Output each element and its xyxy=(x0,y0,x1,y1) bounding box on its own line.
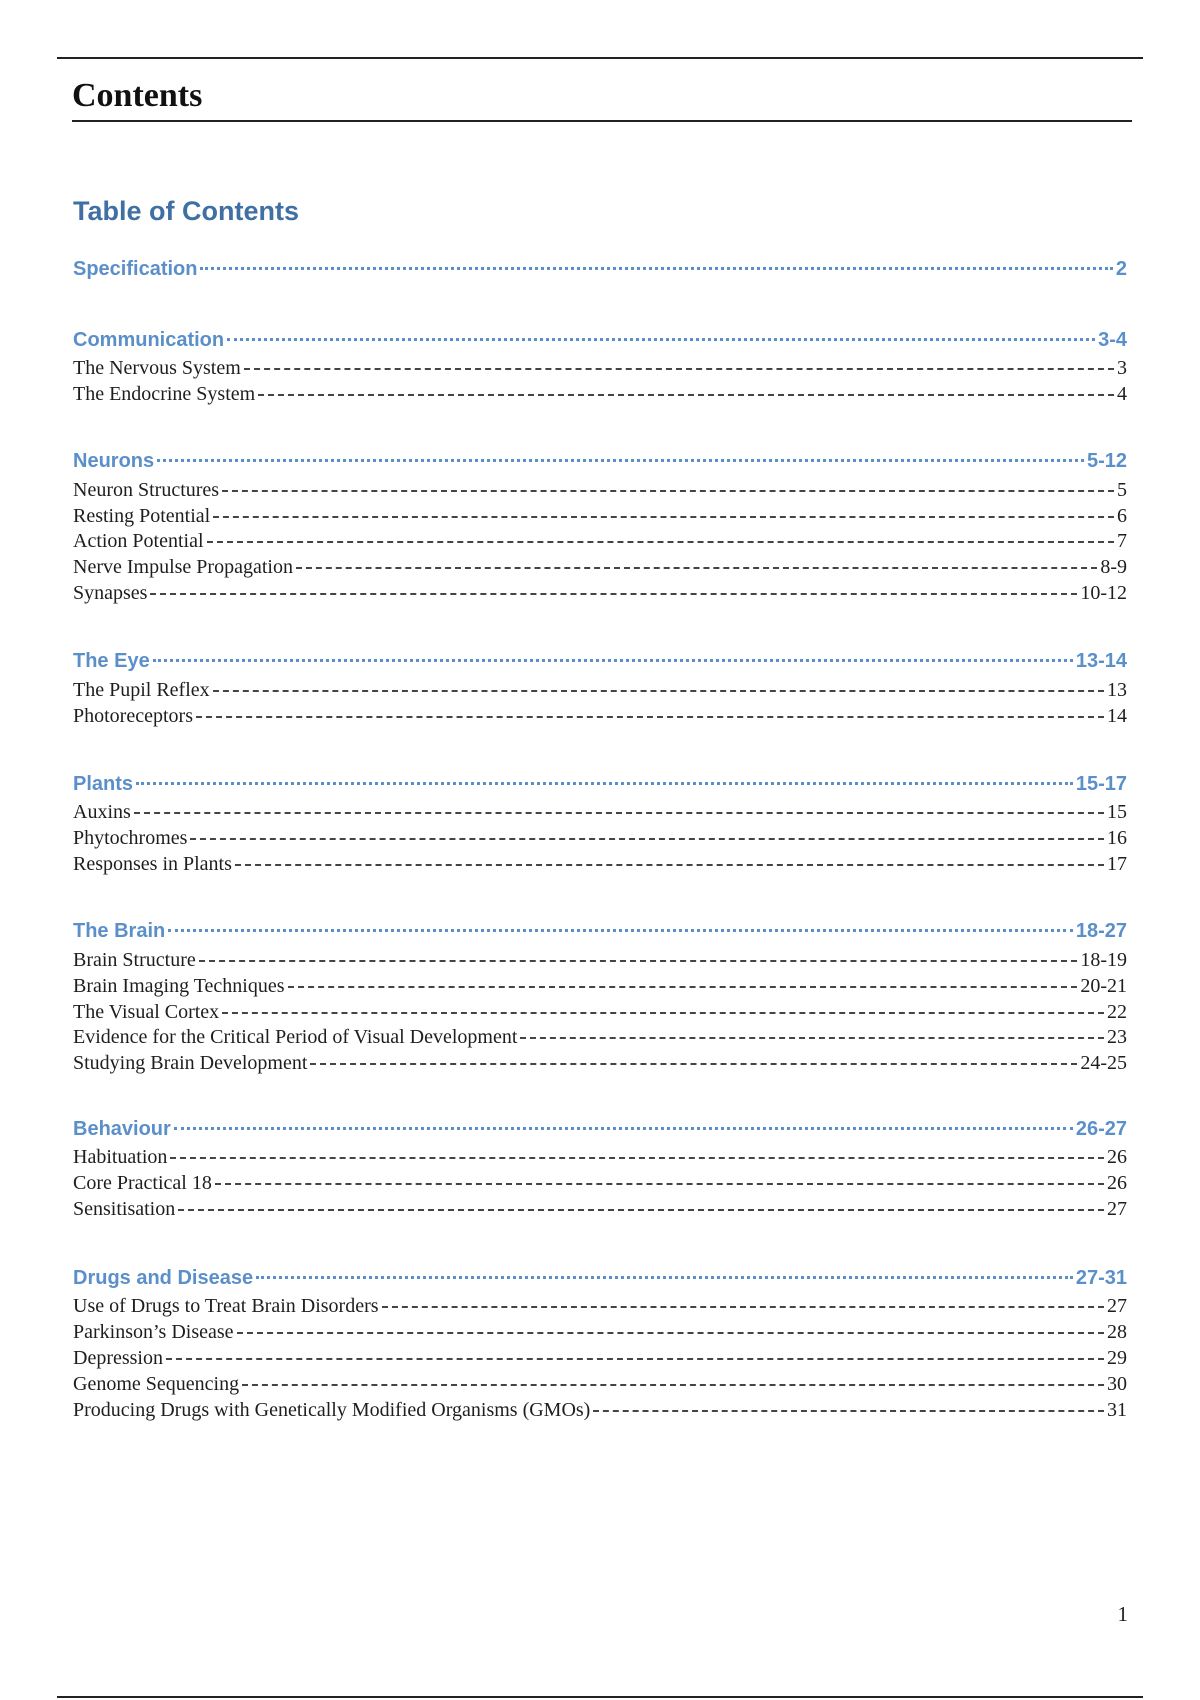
toc-item[interactable] xyxy=(73,1172,1127,1198)
page-heading: Contents xyxy=(72,72,1132,122)
toc-item-page: 14 xyxy=(1107,705,1127,727)
toc-section-the-brain[interactable] xyxy=(73,920,1127,948)
toc-item-page: 6 xyxy=(1117,505,1127,527)
toc-section-specification[interactable] xyxy=(73,258,1127,286)
toc-section-pages: 2 xyxy=(1115,258,1127,280)
toc-item-page: 24-25 xyxy=(1080,1052,1127,1074)
dash-leader xyxy=(170,1157,1104,1159)
toc-section-pages: 5-12 xyxy=(1086,450,1127,472)
toc-item[interactable] xyxy=(73,949,1127,975)
toc-item-label: Synapses xyxy=(73,582,148,604)
toc-item[interactable] xyxy=(73,530,1127,556)
toc-item[interactable] xyxy=(73,505,1127,531)
dash-leader xyxy=(235,864,1104,866)
dash-leader xyxy=(190,838,1104,840)
toc-item-label: Neuron Structures xyxy=(73,479,220,501)
dash-leader xyxy=(134,812,1104,814)
toc-item-label: Action Potential xyxy=(73,530,204,552)
toc-section-title: The Brain xyxy=(73,920,166,942)
toc-item-page: 16 xyxy=(1107,827,1127,849)
toc-item[interactable] xyxy=(73,479,1127,505)
dash-leader xyxy=(213,516,1114,518)
dash-leader xyxy=(242,1384,1104,1386)
toc-item-page: 7 xyxy=(1117,530,1127,552)
dash-leader xyxy=(199,960,1078,962)
toc-section-title: Plants xyxy=(73,773,134,795)
dash-leader xyxy=(222,1012,1104,1014)
toc-section-title: Behaviour xyxy=(73,1118,171,1140)
toc-item-label: Core Practical 18 xyxy=(73,1172,212,1194)
toc-item[interactable] xyxy=(73,582,1127,608)
dot-leader xyxy=(174,1127,1073,1130)
toc-item[interactable] xyxy=(73,853,1127,879)
toc-item-page: 27 xyxy=(1107,1295,1127,1317)
toc-item-page: 15 xyxy=(1107,801,1127,823)
toc-item[interactable] xyxy=(73,1347,1127,1373)
toc-item-label: Habituation xyxy=(73,1146,168,1168)
toc-item[interactable] xyxy=(73,1198,1127,1224)
toc-section-the-eye[interactable] xyxy=(73,650,1127,678)
toc-item-page: 29 xyxy=(1107,1347,1127,1369)
toc-item[interactable] xyxy=(73,1001,1127,1027)
toc-item[interactable] xyxy=(73,1052,1127,1078)
toc-section-plants[interactable] xyxy=(73,773,1127,801)
toc-section-pages: 27-31 xyxy=(1075,1267,1127,1289)
toc-item-page: 5 xyxy=(1117,479,1127,501)
toc-item[interactable] xyxy=(73,556,1127,582)
toc-item-page: 18-19 xyxy=(1080,949,1127,971)
toc-item[interactable] xyxy=(73,801,1127,827)
table-of-contents xyxy=(73,0,1127,1700)
toc-item-label: The Visual Cortex xyxy=(73,1001,220,1023)
dash-leader xyxy=(288,986,1078,988)
toc-item-label: Brain Imaging Techniques xyxy=(73,975,285,997)
toc-item-label: Photoreceptors xyxy=(73,705,193,727)
dash-leader xyxy=(222,490,1114,492)
toc-item[interactable] xyxy=(73,1295,1127,1321)
dash-leader xyxy=(593,1410,1104,1412)
toc-item-page: 30 xyxy=(1107,1373,1127,1395)
toc-item[interactable] xyxy=(73,357,1127,383)
dash-leader xyxy=(237,1332,1104,1334)
toc-item[interactable] xyxy=(73,383,1127,409)
dot-leader xyxy=(168,929,1073,932)
toc-item-label: Parkinson’s Disease xyxy=(73,1321,234,1343)
toc-item-page: 26 xyxy=(1107,1172,1127,1194)
dash-leader xyxy=(382,1306,1104,1308)
toc-item-label: Auxins xyxy=(73,801,131,823)
toc-item-page: 10-12 xyxy=(1080,582,1127,604)
toc-item-page: 23 xyxy=(1107,1026,1127,1048)
toc-section-drugs-and-disease[interactable] xyxy=(73,1267,1127,1295)
toc-item-label: The Nervous System xyxy=(73,357,241,379)
toc-item-page: 8-9 xyxy=(1100,556,1127,578)
toc-section-behaviour[interactable] xyxy=(73,1118,1127,1146)
toc-item-label: Evidence for the Critical Period of Visual Development xyxy=(73,1026,518,1048)
toc-item[interactable] xyxy=(73,705,1127,731)
toc-item-label: Brain Structure xyxy=(73,949,196,971)
toc-section-title: Specification xyxy=(73,258,198,280)
toc-item-page: 4 xyxy=(1117,383,1127,405)
toc-item-label: Producing Drugs with Genetically Modified Organisms (GMOs) xyxy=(73,1399,591,1421)
toc-item[interactable] xyxy=(73,827,1127,853)
toc-item-page: 20-21 xyxy=(1080,975,1127,997)
dot-leader xyxy=(136,782,1073,785)
toc-item-label: Depression xyxy=(73,1347,163,1369)
dash-leader xyxy=(296,567,1097,569)
toc-title: Table of Contents xyxy=(73,196,299,226)
toc-item-label: Resting Potential xyxy=(73,505,211,527)
toc-item-label: Sensitisation xyxy=(73,1198,176,1220)
toc-item-label: Phytochromes xyxy=(73,827,188,849)
toc-section-pages: 15-17 xyxy=(1075,773,1127,795)
dash-leader xyxy=(310,1063,1077,1065)
dash-leader xyxy=(178,1209,1104,1211)
toc-section-title: Communication xyxy=(73,329,225,351)
toc-item[interactable] xyxy=(73,679,1127,705)
toc-item[interactable] xyxy=(73,1321,1127,1347)
dash-leader xyxy=(150,593,1077,595)
toc-item[interactable] xyxy=(73,1399,1127,1425)
toc-section-title: Neurons xyxy=(73,450,155,472)
toc-item-label: Nerve Impulse Propagation xyxy=(73,556,293,578)
toc-item-label: The Endocrine System xyxy=(73,383,256,405)
toc-section-title: Drugs and Disease xyxy=(73,1267,254,1289)
toc-item-label: Responses in Plants xyxy=(73,853,232,875)
toc-item-page: 28 xyxy=(1107,1321,1127,1343)
toc-section-communication[interactable] xyxy=(73,329,1127,357)
toc-section-neurons[interactable] xyxy=(73,450,1127,478)
dash-leader xyxy=(166,1358,1104,1360)
toc-section-pages: 26-27 xyxy=(1075,1118,1127,1140)
dash-leader xyxy=(244,368,1114,370)
toc-item-page: 22 xyxy=(1107,1001,1127,1023)
toc-item-page: 17 xyxy=(1107,853,1127,875)
dash-leader xyxy=(213,690,1104,692)
toc-section-pages: 3-4 xyxy=(1098,329,1127,351)
toc-item-page: 31 xyxy=(1107,1399,1127,1421)
dot-leader xyxy=(256,1276,1073,1279)
dash-leader xyxy=(520,1037,1104,1039)
toc-item-label: The Pupil Reflex xyxy=(73,679,210,701)
toc-item-page: 13 xyxy=(1107,679,1127,701)
toc-section-pages: 18-27 xyxy=(1075,920,1127,942)
dash-leader xyxy=(207,541,1114,543)
bottom-rule xyxy=(57,1696,1143,1698)
page-number: 1 xyxy=(1117,1602,1128,1626)
toc-item[interactable] xyxy=(73,1146,1127,1172)
toc-item-page: 27 xyxy=(1107,1198,1127,1220)
toc-item[interactable] xyxy=(73,1373,1127,1399)
toc-item[interactable] xyxy=(73,1026,1127,1052)
toc-item-label: Genome Sequencing xyxy=(73,1373,240,1395)
dash-leader xyxy=(258,394,1114,396)
dash-leader xyxy=(215,1183,1104,1185)
toc-item-page: 26 xyxy=(1107,1146,1127,1168)
toc-item-label: Use of Drugs to Treat Brain Disorders xyxy=(73,1295,379,1317)
dot-leader xyxy=(227,338,1095,341)
dot-leader xyxy=(200,267,1112,270)
dot-leader xyxy=(153,659,1073,662)
dash-leader xyxy=(196,716,1104,718)
dot-leader xyxy=(157,459,1084,462)
toc-item-label: Studying Brain Development xyxy=(73,1052,308,1074)
toc-item-page: 3 xyxy=(1117,357,1127,379)
toc-section-pages: 13-14 xyxy=(1075,650,1127,672)
toc-section-title: The Eye xyxy=(73,650,150,672)
toc-item[interactable] xyxy=(73,975,1127,1001)
